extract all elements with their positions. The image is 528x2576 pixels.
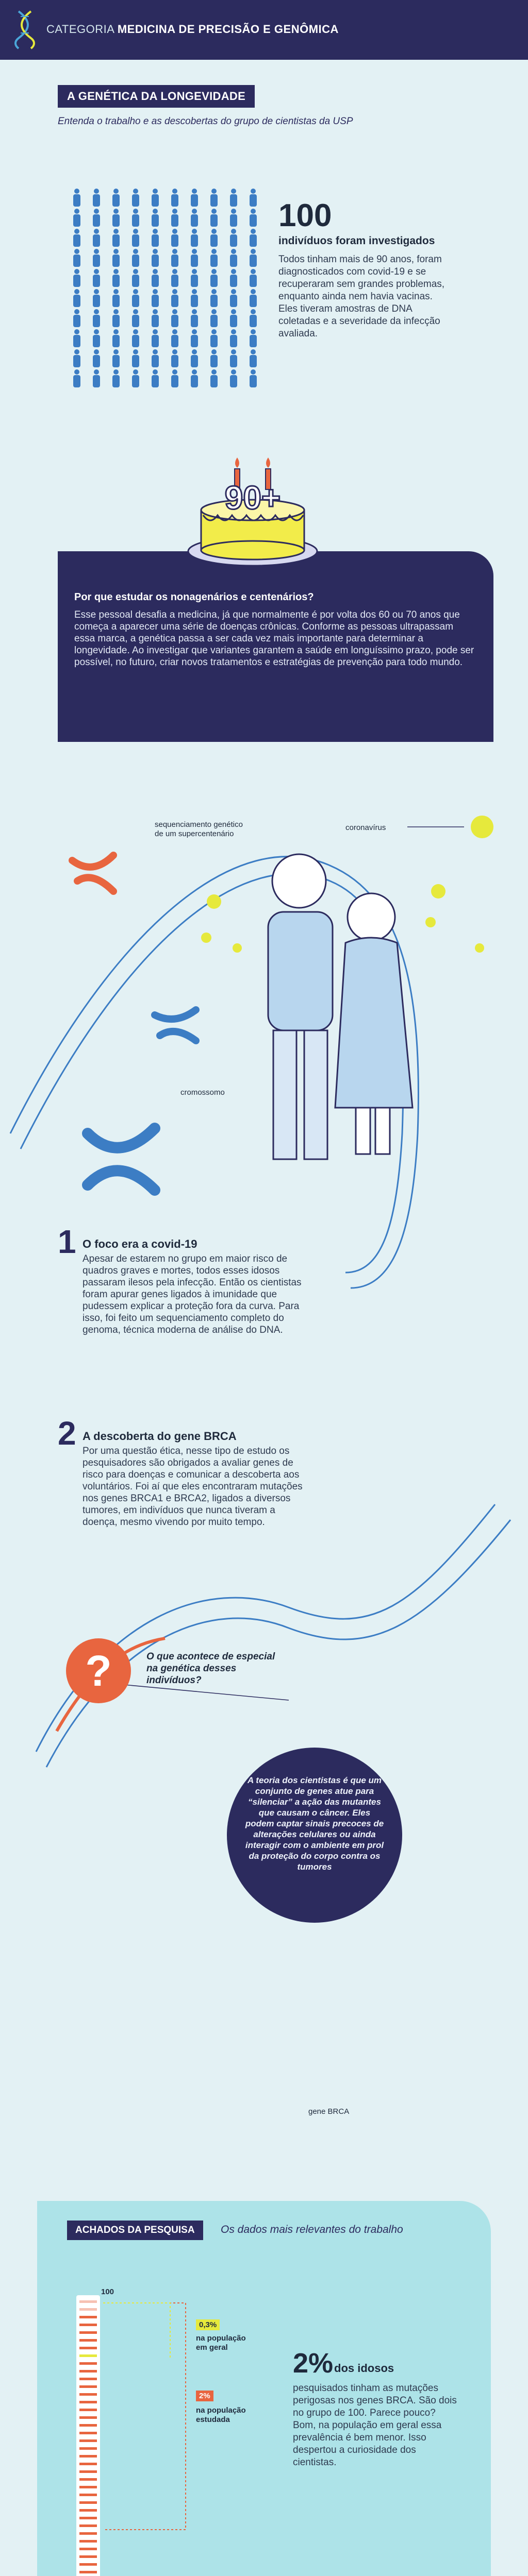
- tube-stripe: [79, 2409, 97, 2411]
- person-icon: [191, 189, 198, 207]
- section-2-title: A descoberta do gene BRCA: [82, 1430, 237, 1443]
- person-icon: [230, 369, 237, 387]
- person-icon: [191, 329, 198, 347]
- section-1-number: 1: [58, 1223, 76, 1260]
- person-icon: [230, 189, 237, 207]
- birthday-cake-icon: [186, 448, 320, 582]
- person-icon: [191, 289, 198, 307]
- tube-stripe: [79, 2316, 97, 2318]
- tube-stripe: [79, 2347, 97, 2349]
- tube-stripe: [79, 2478, 97, 2481]
- tube-stripe: [79, 2524, 97, 2527]
- person-icon: [250, 369, 257, 387]
- chromosome-blue-large-icon: [88, 1128, 155, 1190]
- stat-100-label: indivíduos foram investigados: [278, 235, 435, 247]
- person-icon: [230, 209, 237, 227]
- theory-text: A teoria dos cientistas é que um conjunto de genes atue para “silenciar” a ação das mutantes que causam o câncer. Eles podem captar sinais precoces de alterações celulares ou ainda interagir com o ambiente em prol da proteção do corpo contra os tumores: [245, 1775, 384, 1872]
- tube-stripe: [79, 2401, 97, 2403]
- tube-stripe: [79, 2486, 97, 2488]
- chromosome-orange-icon: [72, 855, 113, 891]
- category-prefix: CATEGORIA: [46, 23, 114, 36]
- why-text: Esse pessoal desafia a medicina, já que normalmente é por volta dos 60 ou 70 anos que começa a aparecer uma série de doenças crônicas. Conforme as pessoas ultrapassam essa marca, a genética passa a ser cada vez mais importante para determinar a longevidade. Ao investigar que variantes garantem a saúde em longuíssimo prazo, pode ser possível, no futuro, criar novos tratamentos e estratégias de prevenção para todo mundo.: [74, 609, 474, 668]
- section-1-title: O foco era a covid-19: [82, 1238, 197, 1250]
- tube-stripe: [79, 2517, 97, 2519]
- person-icon: [93, 269, 100, 287]
- person-icon: [132, 369, 139, 387]
- person-icon: [230, 229, 237, 247]
- person-icon: [191, 229, 198, 247]
- stat-100-number: 100: [278, 198, 332, 233]
- person-icon: [132, 309, 139, 327]
- person-icon: [73, 229, 80, 247]
- tube-stripe: [79, 2540, 97, 2543]
- person-icon: [250, 349, 257, 367]
- person-icon: [210, 329, 218, 347]
- person-icon: [112, 329, 120, 347]
- person-icon: [210, 289, 218, 307]
- tube-top-label: 100: [101, 2287, 114, 2296]
- person-icon: [73, 269, 80, 287]
- person-icon: [132, 189, 139, 207]
- person-icon: [171, 209, 178, 227]
- tube-stripe: [79, 2354, 97, 2357]
- person-icon: [93, 229, 100, 247]
- person-icon: [250, 269, 257, 287]
- tube-stripe: [79, 2378, 97, 2380]
- person-icon: [210, 209, 218, 227]
- person-icon: [152, 269, 159, 287]
- section-1-text: Apesar de estarem no grupo em maior risco de quadros graves e mortes, todos esses idosos passaram ilesos pela infecção. Então os cientistas foram apurar genes ligados à imunidade que pudessem explicar a proteção fora da curva. Para isso, foi feito um sequenciamento completo do genoma, técnica moderna de análise do DNA.: [82, 1253, 302, 1335]
- person-icon: [171, 249, 178, 267]
- person-icon: [171, 329, 178, 347]
- person-icon: [171, 229, 178, 247]
- tube-stripe: [79, 2331, 97, 2334]
- person-icon: [152, 229, 159, 247]
- tube-stripe: [79, 2455, 97, 2458]
- person-icon: [112, 349, 120, 367]
- tube-stripe: [79, 2463, 97, 2465]
- person-icon: [93, 349, 100, 367]
- person-icon: [93, 189, 100, 207]
- top-bar: [0, 0, 528, 60]
- question-text: O que acontece de especial na genética desses indivíduos?: [146, 1651, 275, 1686]
- chromosome-blue-small-icon: [155, 1010, 196, 1041]
- person-icon: [112, 209, 120, 227]
- rail-lower-left: [36, 1504, 495, 1752]
- stat1-label: dos idosos: [334, 2362, 394, 2375]
- person-icon: [73, 369, 80, 387]
- person-icon: [112, 289, 120, 307]
- stat1-pct: 2%: [293, 2348, 334, 2379]
- person-icon: [250, 289, 257, 307]
- person-icon: [93, 329, 100, 347]
- tube-stripe: [79, 2501, 97, 2504]
- person-icon: [230, 269, 237, 287]
- cake-label: 90+: [224, 479, 281, 516]
- person-icon: [73, 329, 80, 347]
- person-icon: [152, 349, 159, 367]
- findings-subtitle: Os dados mais relevantes do trabalho: [221, 2224, 403, 2235]
- supercentenarian-label: sequenciamento genético de um supercentenário: [155, 820, 243, 838]
- person-icon: [93, 209, 100, 227]
- tube-stripe: [79, 2362, 97, 2365]
- person-icon: [112, 229, 120, 247]
- person-icon: [230, 309, 237, 327]
- person-icon: [230, 249, 237, 267]
- person-icon: [112, 249, 120, 267]
- section-2-number: 2: [58, 1415, 76, 1452]
- person-icon: [112, 309, 120, 327]
- person-icon: [250, 229, 257, 247]
- person-icon: [93, 309, 100, 327]
- tube-stripe: [79, 2548, 97, 2550]
- tube-stripe: [79, 2300, 97, 2303]
- person-icon: [73, 289, 80, 307]
- person-icon: [191, 309, 198, 327]
- person-icon: [132, 329, 139, 347]
- person-icon: [191, 269, 198, 287]
- tube-stripe: [79, 2432, 97, 2434]
- tube-stripe: [79, 2509, 97, 2512]
- person-icon: [171, 309, 178, 327]
- person-icon: [171, 369, 178, 387]
- person-icon: [191, 349, 198, 367]
- person-icon: [152, 289, 159, 307]
- findings-badge: ACHADOS DA PESQUISA: [67, 2221, 203, 2240]
- person-icon: [230, 289, 237, 307]
- tube-stripe: [79, 2571, 97, 2573]
- person-icon: [210, 249, 218, 267]
- brca-pointer: [124, 1685, 289, 1700]
- stat1-text: pesquisados tinham as mutações perigosas nos genes BRCA. São dois no grupo de 100. Parece pouco? Bom, na população em geral essa prevalência é bem menor. Isso despertou a curiosidade dos cientistas.: [293, 2383, 457, 2468]
- pill-general-label: na população em geral: [196, 2334, 246, 2352]
- person-icon: [210, 229, 218, 247]
- person-icon: [171, 269, 178, 287]
- person-icon: [132, 229, 139, 247]
- question-mark-icon: ?: [85, 1647, 112, 1695]
- elderly-couple-illustration: [268, 854, 412, 1159]
- person-icon: [73, 249, 80, 267]
- person-icon: [210, 269, 218, 287]
- person-icon: [112, 189, 120, 207]
- tube-stripe: [79, 2324, 97, 2326]
- stat-100-text: Todos tinham mais de 90 anos, foram diagnosticados com covid-19 e se recuperaram sem grandes problemas, enquanto ainda nem havia vacinas. Eles tiveram amostras de DNA coletadas e a severidade da infecção avaliada.: [278, 254, 445, 339]
- person-icon: [210, 309, 218, 327]
- person-icon: [73, 349, 80, 367]
- person-icon: [73, 209, 80, 227]
- section-2-text: Por uma questão ética, nesse tipo de estudo os pesquisadores são obrigados a avaliar genes de risco para doenças e comunicar a descoberta aos voluntários. Foi aí que eles encontraram mutações nos genes BRCA1 e BRCA2, ligados a diversos tumores, em indivíduos que nunca tiveram a doença, mesmo vivendo por muito tempo.: [82, 1446, 303, 1528]
- person-icon: [171, 289, 178, 307]
- person-icon: [191, 209, 198, 227]
- person-icon: [132, 249, 139, 267]
- category-label: [46, 23, 339, 36]
- person-icon: [132, 209, 139, 227]
- person-icon: [210, 369, 218, 387]
- tube-stripe: [79, 2555, 97, 2558]
- person-icon: [152, 309, 159, 327]
- category-name: MEDICINA DE PRECISÃO E GENÔMICA: [117, 23, 339, 36]
- tube-connectors: [98, 2287, 196, 2576]
- tube-stripe: [79, 2494, 97, 2496]
- chromosome-label: cromossomo: [180, 1088, 225, 1097]
- page-subtitle: Entenda o trabalho e as descobertas do grupo de cientistas da USP: [58, 116, 353, 127]
- tube-stripe: [79, 2439, 97, 2442]
- tube-stripe: [79, 2308, 97, 2311]
- person-icon: [210, 189, 218, 207]
- person-icon: [93, 369, 100, 387]
- person-icon: [152, 329, 159, 347]
- pill-general: 0,3%: [196, 2319, 220, 2330]
- person-icon: [73, 189, 80, 207]
- pill-study: 2%: [196, 2391, 213, 2401]
- person-icon: [112, 369, 120, 387]
- person-icon: [152, 209, 159, 227]
- tube-stripe: [79, 2532, 97, 2535]
- tube-stripe: [79, 2339, 97, 2342]
- person-icon: [250, 189, 257, 207]
- person-icon: [93, 249, 100, 267]
- person-icon: [73, 309, 80, 327]
- person-icon: [132, 289, 139, 307]
- person-icon: [132, 269, 139, 287]
- tube-stripe: [79, 2563, 97, 2566]
- person-icon: [152, 369, 159, 387]
- people-grid-icon: [67, 188, 263, 389]
- why-question: Por que estudar os nonagenários e centenários?: [74, 591, 314, 603]
- person-icon: [93, 289, 100, 307]
- person-icon: [250, 249, 257, 267]
- tube-stripe: [79, 2393, 97, 2396]
- person-icon: [171, 189, 178, 207]
- dna-icon: [14, 9, 35, 50]
- tube-stripe: [79, 2385, 97, 2388]
- person-icon: [191, 369, 198, 387]
- tube-stripe: [79, 2447, 97, 2450]
- person-icon: [112, 269, 120, 287]
- pill-study-label: na população estudada: [196, 2406, 246, 2424]
- tube-stripe: [79, 2470, 97, 2473]
- test-tube-stripes: [76, 2295, 100, 2576]
- person-icon: [152, 189, 159, 207]
- page-title: A GENÉTICA DA LONGEVIDADE: [58, 85, 255, 108]
- person-icon: [250, 309, 257, 327]
- person-icon: [230, 349, 237, 367]
- person-icon: [250, 329, 257, 347]
- tube-stripe: [79, 2416, 97, 2419]
- person-icon: [230, 329, 237, 347]
- person-icon: [191, 249, 198, 267]
- tube-stripe: [79, 2424, 97, 2427]
- person-icon: [210, 349, 218, 367]
- person-icon: [152, 249, 159, 267]
- tube-stripe: [79, 2370, 97, 2372]
- brca-gene-label: gene BRCA: [308, 2107, 350, 2116]
- person-icon: [171, 349, 178, 367]
- person-icon: [132, 349, 139, 367]
- coronavirus-label: coronavírus: [345, 823, 386, 832]
- person-icon: [250, 209, 257, 227]
